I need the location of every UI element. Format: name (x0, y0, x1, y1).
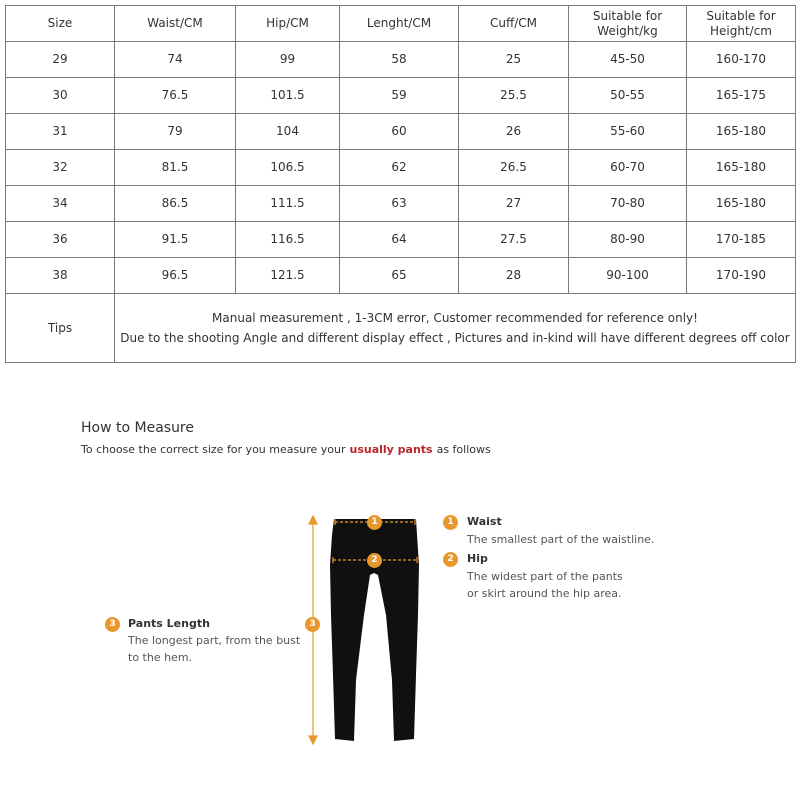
table-cell: 90-100 (569, 258, 687, 294)
table-row (6, 78, 796, 114)
length-legend-desc: The longest part, from the bust to the hem. (128, 634, 301, 664)
table-cell: 64 (340, 222, 459, 258)
table-cell: 104 (236, 114, 340, 150)
table-cell: 111.5 (236, 186, 340, 222)
table-cell: 165-180 (687, 114, 796, 150)
table-cell: 80-90 (569, 222, 687, 258)
table-cell: 60 (340, 114, 459, 150)
length-legend-title: Pants Length (128, 617, 210, 630)
table-cell: 121.5 (236, 258, 340, 294)
table-cell: 55-60 (569, 114, 687, 150)
table-cell: 58 (340, 42, 459, 78)
table-cell: 59 (340, 78, 459, 114)
table-cell: 96.5 (115, 258, 236, 294)
table-cell: 28 (459, 258, 569, 294)
table-cell: 91.5 (115, 222, 236, 258)
table-row (6, 186, 796, 222)
table-cell: 30 (6, 78, 115, 114)
table-cell: 38 (6, 258, 115, 294)
measure-subtitle (81, 443, 491, 456)
table-cell: 34 (6, 186, 115, 222)
header-hip: Hip/CM (236, 6, 340, 42)
subtitle-text-end: as follows (436, 443, 491, 456)
waist-legend-badge: 1 (443, 515, 458, 530)
table-cell: 76.5 (115, 78, 236, 114)
table-cell: 160-170 (687, 42, 796, 78)
table-cell: 70-80 (569, 186, 687, 222)
table-cell: 27 (459, 186, 569, 222)
hip-legend-badge: 2 (443, 552, 458, 567)
hip-legend-desc: The widest part of the pants or skirt around the hip area. (467, 570, 623, 600)
waist-legend-desc: The smallest part of the waistline. (467, 533, 655, 546)
header-size: Size (6, 6, 115, 42)
tips-label: Tips (6, 294, 115, 363)
table-body (6, 42, 796, 363)
size-chart-table (5, 5, 796, 363)
table-cell: 81.5 (115, 150, 236, 186)
hip-legend-title: Hip (467, 552, 488, 565)
tips-cell (115, 294, 796, 363)
header-weight: Suitable for Weight/kg (569, 6, 687, 42)
tips-row (6, 294, 796, 363)
table-cell: 165-175 (687, 78, 796, 114)
table-cell: 116.5 (236, 222, 340, 258)
waist-marker-badge: 1 (367, 515, 382, 530)
table-cell: 79 (115, 114, 236, 150)
table-cell: 165-180 (687, 186, 796, 222)
table-cell: 26.5 (459, 150, 569, 186)
length-legend-badge: 3 (105, 617, 120, 632)
table-row (6, 258, 796, 294)
table-row (6, 222, 796, 258)
table-cell: 63 (340, 186, 459, 222)
table-cell: 27.5 (459, 222, 569, 258)
header-height: Suitable for Height/cm (687, 6, 796, 42)
table-row (6, 150, 796, 186)
header-waist: Waist/CM (115, 6, 236, 42)
table-cell: 36 (6, 222, 115, 258)
table-cell: 170-190 (687, 258, 796, 294)
table-cell: 25 (459, 42, 569, 78)
table-cell: 99 (236, 42, 340, 78)
table-cell: 32 (6, 150, 115, 186)
table-cell: 45-50 (569, 42, 687, 78)
table-cell: 106.5 (236, 150, 340, 186)
hip-marker-badge: 2 (367, 553, 382, 568)
table-cell: 101.5 (236, 78, 340, 114)
header-cuff: Cuff/CM (459, 6, 569, 42)
table-cell: 62 (340, 150, 459, 186)
table-cell: 86.5 (115, 186, 236, 222)
table-cell: 25.5 (459, 78, 569, 114)
table-header-row (6, 6, 796, 42)
table-cell: 65 (340, 258, 459, 294)
tips-line-1: Manual measurement , 1-3CM error, Customer recommended for reference only! (212, 311, 698, 325)
table-row (6, 42, 796, 78)
table-cell: 60-70 (569, 150, 687, 186)
length-marker-badge: 3 (305, 617, 320, 632)
measure-title: How to Measure (81, 420, 194, 436)
header-length: Lenght/CM (340, 6, 459, 42)
table-cell: 74 (115, 42, 236, 78)
table-cell: 31 (6, 114, 115, 150)
table-cell: 26 (459, 114, 569, 150)
table-row (6, 114, 796, 150)
table-cell: 50-55 (569, 78, 687, 114)
table-cell: 29 (6, 42, 115, 78)
waist-legend-title: Waist (467, 515, 502, 528)
tips-line-2: Due to the shooting Angle and different display effect , Pictures and in-kind will have different degrees off color (120, 331, 790, 345)
subtitle-highlight: usually pants (349, 443, 433, 456)
pants-illustration (300, 505, 450, 755)
subtitle-text: To choose the correct size for you measure your (81, 443, 346, 456)
table-cell: 170-185 (687, 222, 796, 258)
table-cell: 165-180 (687, 150, 796, 186)
